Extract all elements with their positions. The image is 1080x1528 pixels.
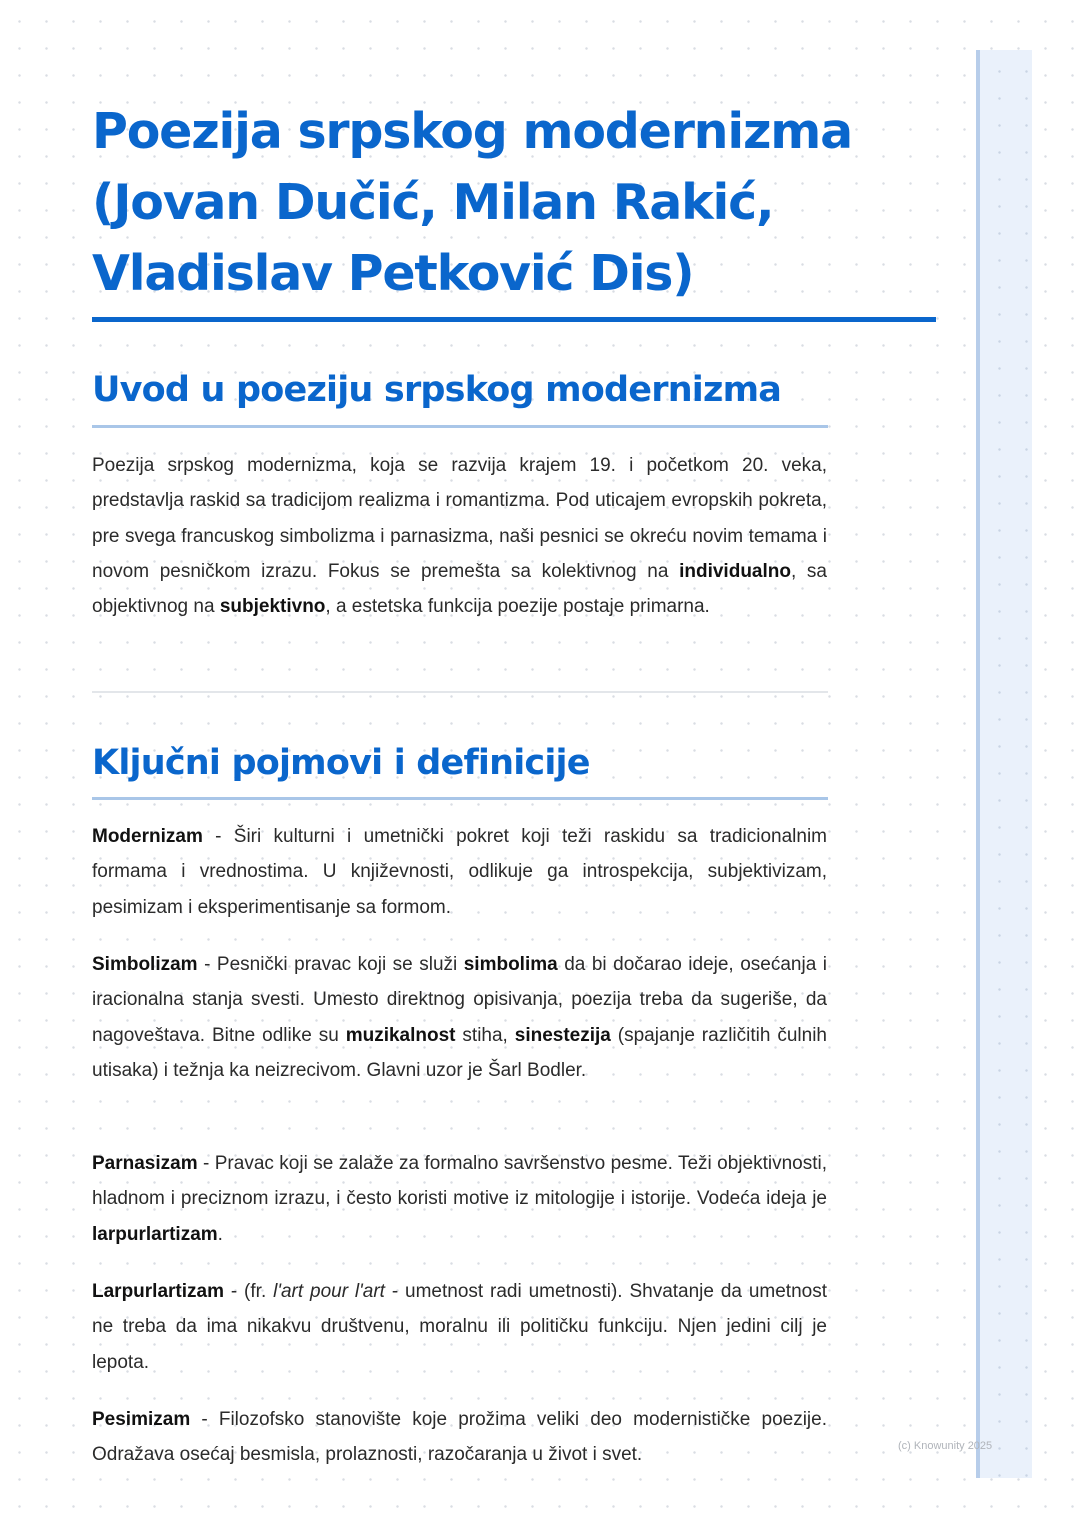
- term-label: Pesimizam: [92, 1409, 191, 1430]
- term-definition: - Pravac koji se zalaže za formalno savršenstvo pesme. Teži objektivnosti, hladnom i preciznom izrazu, i često koristi motive iz mitologije i istorije. Vodeća ideja je: [92, 1153, 827, 1210]
- intro-text-2: , sa objektivnog na: [92, 560, 827, 618]
- term-italic-lart: l'art pour l'art: [273, 1281, 385, 1302]
- term-definition: - Filozofsko stanovište koje prožima veliki deo modernističke poezije. Odražava osećaj besmisla, prolaznosti, razočaranja u život i svet.: [92, 1409, 827, 1466]
- term-parnasizam: [92, 1146, 827, 1252]
- section-rule-intro: [92, 425, 828, 428]
- section-rule-terms: [92, 797, 828, 800]
- term-label: Modernizam: [92, 826, 203, 847]
- term-definition: .: [217, 1223, 223, 1245]
- term-bold-muzikalnost: muzikalnost: [345, 1024, 456, 1046]
- term-label: Simbolizam: [92, 954, 198, 975]
- term-definition: - (fr.: [223, 1281, 274, 1302]
- term-modernizam: [92, 819, 827, 925]
- term-definition: (spajanje različitih čulnih utisaka) i težnja ka neizrecivom. Glavni uzor je Šarl Bodler.: [92, 1024, 827, 1081]
- intro-bold-subjektivno: subjektivno: [219, 596, 326, 618]
- section-heading-intro: Uvod u poeziju srpskog modernizma: [92, 370, 782, 410]
- intro-text-1: Poezija srpskog modernizma, koja se razvija krajem 19. i početkom 20. veka, predstavlja raskid sa tradicijom realizma i romantizma. Pod uticajem evropskih pokreta, pre svega francuskog simbolizma i parnasizma, naši pesnici se okreću novim temama i novom pesničkom izrazu. Fokus se premešta sa kolektivnog na: [92, 455, 827, 582]
- section-divider: [92, 691, 828, 693]
- copyright-notice: (c) Knowunity 2025: [898, 1440, 993, 1452]
- term-bold-simbolima: simbolima: [463, 954, 558, 975]
- page-title: Poezija srpskog modernizma (Jovan Dučić, Milan Rakić, Vladislav Petković Dis): [92, 103, 853, 302]
- term-definition: - umetnost radi umetnosti). Shvatanje da umetnost ne treba da ima nikakvu društvenu, moralnu ili političku funkciju. Njen jedini cilj je lepota.: [92, 1281, 827, 1373]
- title-underline: [92, 317, 936, 322]
- intro-text-3: , a estetska funkcija poezije postaje primarna.: [325, 596, 710, 618]
- term-definition: da bi dočarao ideje, osećanja i iracionalna stanja svesti. Umesto direktnog opisivanja, poezija treba da sugeriše, da nagoveštava. Bitne odlike su: [92, 954, 827, 1046]
- margin-strip: [976, 50, 1032, 1478]
- intro-bold-individualno: individualno: [679, 560, 791, 582]
- term-definition: stiha,: [455, 1024, 515, 1046]
- term-bold-larpurlartizam: larpurlartizam: [92, 1223, 218, 1245]
- term-definition: - Pesnički pravac koji se služi: [197, 954, 464, 975]
- term-label: Larpurlartizam: [92, 1281, 224, 1302]
- term-larpurlartizam: [92, 1274, 827, 1380]
- term-pesimizam: [92, 1402, 827, 1473]
- term-definition: - Širi kulturni i umetnički pokret koji teži raskidu sa tradicionalnim formama i vrednostima. U književnosti, odlikuje ga introspekcija, subjektivizam, pesimizam i eksperimentisanje sa formom.: [92, 826, 827, 918]
- term-bold-sinestezija: sinestezija: [514, 1024, 611, 1046]
- term-simbolizam: [92, 947, 827, 1088]
- intro-paragraph: [92, 448, 827, 624]
- term-label: Parnasizam: [92, 1153, 198, 1174]
- section-heading-terms: Ključni pojmovi i definicije: [92, 743, 590, 783]
